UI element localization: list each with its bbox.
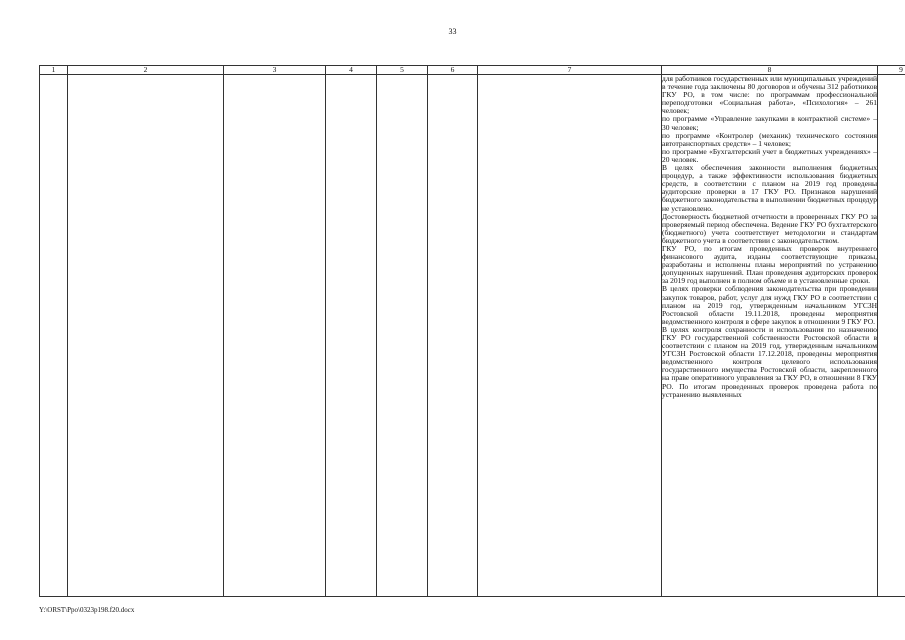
- table-cell: [68, 75, 224, 597]
- report-table: [39, 65, 905, 597]
- table-cell: [224, 75, 326, 597]
- text-paragraph: по программе «Бухгалтерский учет в бюджетных учреждениях» – 20 человек.: [662, 146, 877, 164]
- text-paragraph: В целях обеспечения законности выполнения бюджетных процедур, а также эффективности использования бюджетных средств, в соответствии с планом на 2019 год проведены аудиторские проверки в 17 ГКУ РО. Признаков нарушений бюджетного законодательства в выполнении бюджетных процедур не установлено.: [662, 163, 877, 213]
- text-paragraph: для работников государственных или муниципальных учреждений в течение года заключены 80 договоров и обучены 312 работников ГКУ РО, в том числе: по программам профессиональной переподготовки «Социальная работа», «Психология» – 261 человек;: [662, 74, 877, 116]
- text-paragraph: В целях проверки соблюдения законодательства при проведении закупок товаров, работ, услуг для нужд ГКУ РО в соответствии с планом на 2019 год, утвержденным начальником УГСЗН Ростовской области 19.11.2018, проведены мероприятия ведомственного контроля в сфере закупок в отношении 9 ГКУ РО.: [662, 284, 877, 326]
- table-cell: [428, 75, 478, 597]
- column-header: 1: [40, 66, 68, 75]
- column-header: 2: [68, 66, 224, 75]
- text-paragraph: Достоверность бюджетной отчетности в проверенных ГКУ РО за проверяемый период обеспечена. Ведение ГКУ РО бухгалтерского (бюджетного) учета соответствует методологии и стандартам бюджетного учета в соответствии с законодательством.: [662, 211, 877, 245]
- table-cell: [40, 75, 68, 597]
- file-path-footer: Y:\ORST\Ppo\0323p198.f20.docx: [39, 606, 135, 614]
- text-paragraph: ГКУ РО, по итогам проведенных проверок внутреннего финансового аудита, изданы соответствующие приказы, разработаны и исполнены планы мероприятий по устранению допущенных нарушений. План проведения аудиторских проверок за 2019 год выполнен в полном объеме и в установленные сроки.: [662, 243, 877, 286]
- table-cell: [326, 75, 377, 597]
- column-header: 7: [478, 66, 662, 75]
- column-header: 3: [224, 66, 326, 75]
- table-cell: [878, 75, 905, 597]
- text-paragraph: по программе «Контролер (механик) технического состояния автотранспортных средств» – 1 человек;: [662, 130, 877, 148]
- page-number: 33: [448, 27, 457, 36]
- column-header: 4: [326, 66, 377, 75]
- column-8-text-cell: [662, 75, 878, 597]
- table-cell: [377, 75, 428, 597]
- column-header: 8: [662, 66, 878, 75]
- table-row: [40, 75, 905, 597]
- table-cell: [478, 75, 662, 597]
- column-header: 6: [428, 66, 478, 75]
- column-header: 9: [878, 66, 905, 75]
- text-paragraph: В целях контроля сохранности и использования по назначению ГКУ РО государственной собственности Ростовской области в соответствии с планом на 2019 год, утвержденным начальником УГСЗН Ростовской области 17.12.2018, проведены мероприятия ведомственного контроля целевого использования государственного имущества Ростовской области, закрепленного на праве оперативного управления за ГКУ РО, в отношении 8 ГКУ РО. По итогам проведенных проверок проведена работа по устранению выявленных: [662, 324, 877, 399]
- column-header: 5: [377, 66, 428, 75]
- text-paragraph: по программе «Управление закупками в контрактной системе» – 30 человек;: [662, 114, 877, 132]
